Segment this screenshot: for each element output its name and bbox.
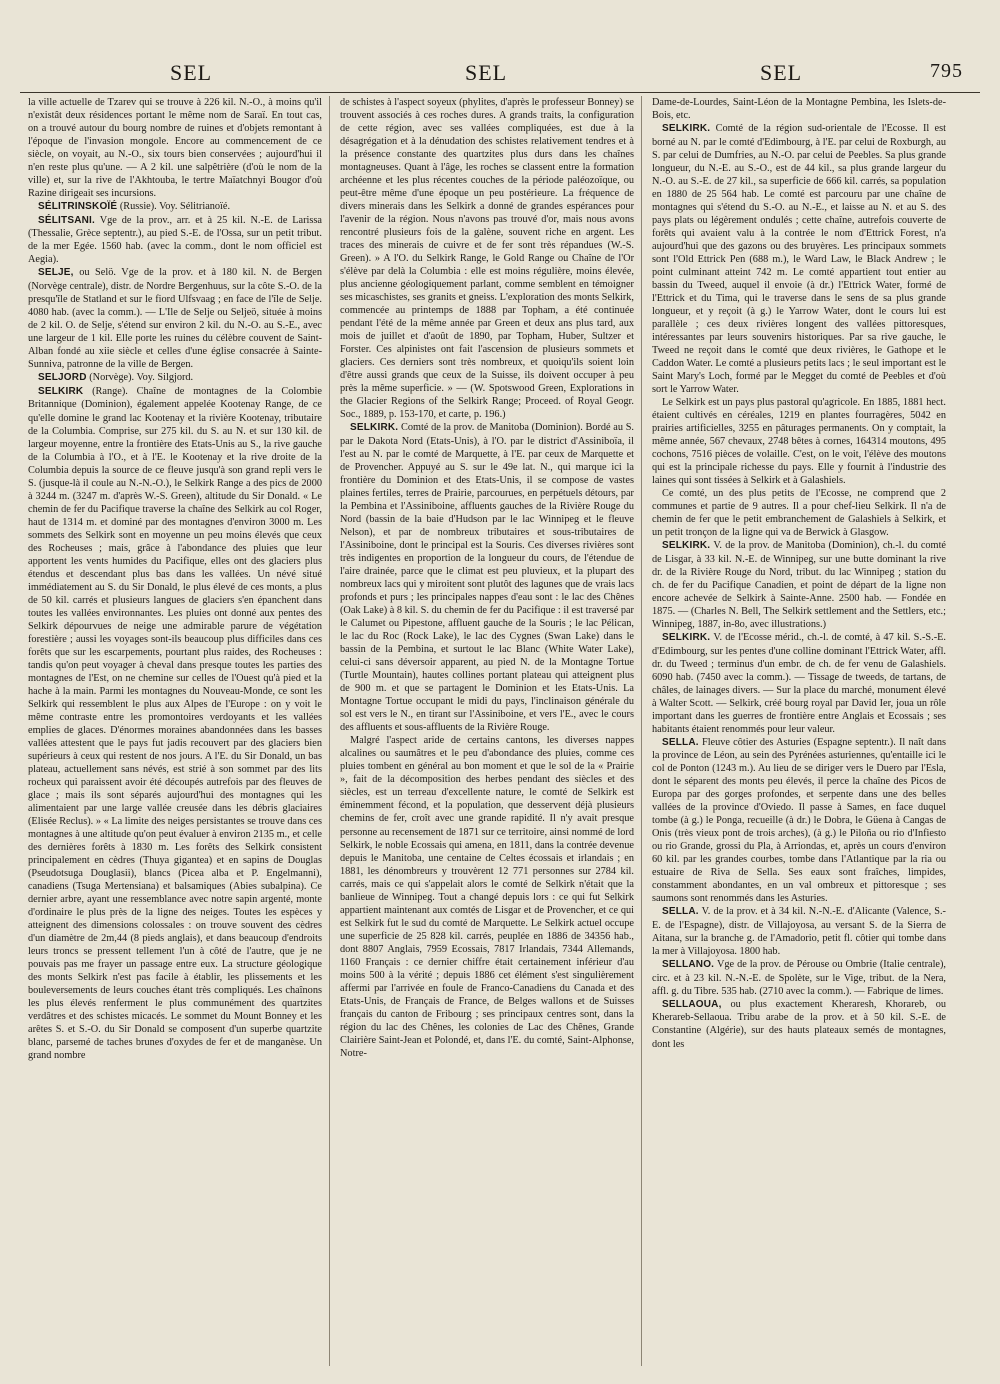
column-divider <box>641 96 642 1366</box>
entry-paragraph <box>28 96 322 200</box>
entry-headword: SÉLITSANI. <box>38 214 96 226</box>
entry-text: (Norvège). Voy. Silgjord. <box>86 372 194 384</box>
entry-text: V. de la prov. de Manitoba (Dominion), ch.-l. du comté de Lisgar, à 33 kil. N.-E. de Winnipeg, sur une butte dominant la rive dr. de la Rivière Rouge du Nord, tribut. du lac Winnipeg ; station du ch. de fer du Pacifique Canadien, et point de départ de la ligne non encore achevée de Selkirk à Sainte-Anne. 2500 hab. — Fondée en 1875. — (Charles N. Bell, The Selkirk settlement and the Settlers, etc.; Winnipeg, 1887, in-8o, avec illustrations.) <box>652 540 946 630</box>
entry-text: Dame-de-Lourdes, Saint-Léon de la Montagne Pembina, les Islets-de-Bois, etc. <box>652 97 946 122</box>
entry-headword: SELLA. <box>662 736 699 748</box>
entry-paragraph <box>340 734 634 1059</box>
entry-text: Comté de la prov. de Manitoba (Dominion). Bordé au S. par le Dakota Nord (Etats-Unis), à l'O. par le district d'Assiniboïa, il l'est au N. par le comté de Marquette, à l'E. par ceux de Marquette et de Provencher. Appuyé au S. sur le 49e lat. N., qui marque ici la frontière du Dominion et des Etats-Unis, il se compose de vastes plaines fertiles, terres de Prairie, parcourues, en perpétuels détours, par la Pembina et l'Assiniboine, affluents gauches de la Rivière Rouge du Nord (bassin de la baie d'Hudson par le lac Winnipeg et le fleuve Nelson), et par de nombreux tributaires et sous-tributaires de l'Assiniboine, dont le principal est la Souris. Ces diverses rivières sont très indigentes en proportion de la longueur du cours, de l'étendue de l'aire drainée, parce que le climat est peu pluvieux, et la plupart des nombreux lacs qui y miroitent sont plutôt des lagunes que de vrais lacs profonds et purs ; les principales nappes d'eau sont : le lac des Chênes (Oak Lake) à 8 kil. S. du chemin de fer du Pacifique : il est traversé par le Calumet ou Pipestone, affluent gauche de la Souris ; le lac Pélican, le lac du Roc (Rock Lake), le lac des Cygnes (Swan Lake) dans le bassin de la Pembina, et surtout le lac Blanc (White Water Lake), celui-ci sans déversoir apparent, au pied N. de la Montagne Tortue (Turtle Mountain), hautes collines portant plateau qui atteignent plus de 900 m. et que se partagent le Dominion et les Etats-Unis. La Montagne Tortue occupant le midi du pays, l'inclinaison générale du sol est vers le N., en tirant sur l'Assiniboine, et vers l'E., avec le cours des affluents et sous-affluents de la Rivière Rouge. <box>340 422 634 734</box>
entry-paragraph <box>340 421 634 734</box>
running-head-left: SEL <box>170 60 213 85</box>
entry-headword: SELJORD <box>38 372 87 384</box>
entry-paragraph <box>652 958 946 998</box>
column-divider <box>329 96 330 1366</box>
entry-paragraph <box>28 214 322 267</box>
entry-paragraph <box>28 385 322 1062</box>
entry-text: (Russie). Voy. Sélitrianoïé. <box>117 201 231 213</box>
text-column-2 <box>340 96 634 1371</box>
entry-headword: SELKIRK. <box>350 422 399 434</box>
entry-text: Le Selkirk est un pays plus pastoral qu'agricole. En 1885, 1881 hect. étaient cultivés en céréales, 1219 en plantes fourragères, 5042 en prairies artificielles, 3255 en pâturages permanents. On y comptait, la même année, 567 chevaux, 2748 bêtes à cornes, 164314 moutons, 495 cochons, 7516 pièces de volaille. C'est, on le voit, l'élève des moutons qui est la principale richesse du pays. Elle y fournit à l'industrie des laines qui sont tissées à Selkirk et à Galashiels. <box>652 396 946 487</box>
entry-paragraph <box>652 539 946 631</box>
entry-headword: SELJE, <box>38 267 74 279</box>
entry-paragraph <box>28 266 322 371</box>
entry-text: V. de la prov. et à 34 kil. N.-N.-E. d'Alicante (Valence, S.-E. de l'Espagne), distr. de Villajoyosa, au versant S. de la Sierra de Aitana, sur la branche g. de l'Amadorio, petit fl. côtier qui tombe dans la mer à Villajoyosa. 1800 hab. <box>652 906 946 958</box>
entry-text: Ce comté, un des plus petits de l'Ecosse, ne comprend que 2 communes et partie de 9 autres. Il a pour chef-lieu Selkirk. Il n'a de chemin de fer que le petit embranchement de Galashiels à Selkirk, et un petit tronçon de la ligne qui va de Berwick à Glasgow. <box>652 488 946 539</box>
text-column-3 <box>652 96 946 1371</box>
entry-headword: SELLA. <box>662 906 699 918</box>
entry-text: Vge de la prov. de Pérouse ou Ombrie (Italie centrale), circ. et à 23 kil. N.-N.-E. de Spolète, sur le Vige, tribut. de la Nera, affl. g. du Tibre. 535 hab. (2710 avec la comm.). — Fabrique de limes. <box>652 959 946 997</box>
entry-text: de schistes à l'aspect soyeux (phylites, d'après le professeur Bonney) se trouvent associés à ces roches dures. A grands traits, la configuration de cette région, avec ses vallées compliquées, est due à la désagrégation et à la dénudation des schistes relativement tendres et à la présence constante des quartzites plus durs dans les chaînes montagneuses. Quant à l'âge, les roches se classent entre la formation archéenne et les plus récentes couches de la période paléozoïque, ou peut-être même d'une époque un peu postérieure. La fréquence de divers minerais dans les Selkirk a donné de grandes espérances pour l'avenir de la région. Nous n'avons pas trouvé d'or, mais nous avons rencontré plusieurs fois de la galène, souvent riche en argent. Les traces des minerais de cuivre et de fer sont très répandues (W.-S. Green). » A l'O. du Selkirk Range, le Gold Range ou Chaîne de l'Or s'élève par delà la Columbia : elle est moins régulière, moins élevée, plus ancienne géologiquement parlant, comme semblent en témoigner ses micaschistes, ses granits et gneiss. L'exploration des monts Selkirk, commencée au printemps de 1888 par Topham, a été continuée pendant l'été de la même année par Green et deux ans plus tard, aux mois de juillet et d'août de 1890, par Topham, Huber, Sultzer et Forster. Ces alpinistes ont fait l'ascension de plusieurs sommets et glaciers. Ces derniers sont très nombreux, et quoiqu'ils soient loin d'être aussi grands que ceux de la Suisse, ils doivent occuper à peu près la même superficie. » — (W. Spotswood Green, Explorations in the Glacier Regions of the Selkirk Range; Proceed. of Royal Geogr. Soc., 1889, p. 153-170, et carte, p. 196.) <box>340 97 634 421</box>
text-column-1 <box>28 96 322 1371</box>
entry-headword: SELLAOUA, <box>662 998 722 1010</box>
entry-headword: SÉLITRINSKOÏÉ <box>38 201 118 213</box>
entry-text: Vge de la prov., arr. et à 25 kil. N.-E. de Larissa (Thessalie, Grèce septentr.), au pied S.-E. de l'Ossa, sur un petit tribut. de la mer Egée. 1560 hab. (avec la comm., dont le nom officiel est Aegia). <box>28 214 322 266</box>
entry-headword: SELKIRK. <box>662 123 711 135</box>
entry-text: V. de l'Ecosse mérid., ch.-l. de comté, à 47 kil. S.-S.-E. d'Edimbourg, sur les pentes d'une colline dominant l'Ettrick Water, affl. dr. du Tweed ; terminus d'un embr. de ch. de fer venu de Galashiels. 6090 hab. (7450 avec la comm.). — Tissage de tweeds, de tartans, de châles, de lainages divers. — Sur la place du marché, monument élevé à Walter Scott. — Selkirk, créé bourg royal par David Ier, joua un rôle important dans les guerres de frontière entre Anglais et Ecossais ; ses habitants étaient renommés pour leur valeur. <box>652 631 946 735</box>
entry-headword: SELLANO. <box>662 959 715 971</box>
entry-headword: SELKIRK <box>38 385 84 397</box>
entry-paragraph <box>652 998 946 1051</box>
entry-headword: SELKIRK. <box>662 540 711 552</box>
entry-headword: SELKIRK. <box>662 631 711 643</box>
running-head-right: SEL <box>760 60 803 85</box>
entry-paragraph <box>340 96 634 421</box>
entry-text: Malgré l'aspect aride de certains cantons, les diverses nappes alcalines ou saumâtres et le peu d'abondance des pluies, comme ces pluies tombent en général au bon moment et que le sol de la « Prairie », fait de la décomposition des herbes pendant des siècles et des siècles, est un terreau d'excellente nature, le comté de Selkirk est éminemment fécond, et la population, que desservent déjà plusieurs chemins de fer, croît avec une grande rapidité. Il n'y avait presque personne au recensement de 1871 sur ce territoire, ainsi nommé de lord Selkirk, le noble Ecossais qui amena, en 1811, dans la contrée devenue depuis le Manitoba, une centaine de Celtes écossais et irlandais ; en 1881, les dénombreurs y trouvèrent 12 771 personnes sur 2784 kil. carrés, mais ce qui s'appelait alors le comté de Selkirk n'était que la banlieue de Winnipeg. Tout a changé depuis lors : ce qui fut Selkirk appartient maintenant aux comtés de Lisgar et de Provencher, et ce qui est Selkirk fut le sud du comté de Marquette. Le Selkirk actuel occupe une superficie de 25 828 kil. carrés, peuplée en 1886 de 34356 hab., dont 8807 Anglais, 7959 Ecossais, 7817 Irlandais, 7344 Allemands, 1160 Français : ce dernier chiffre était certainement inférieur d'au moins 500 à la vérité ; depuis 1886 cet élément s'est singulièrement affermi par l'arrivée en foule de Franco-Canadiens du Canada et des Etats-Unis, de Français de France, de Belges wallons et de Suisses français du canton de Fribourg ; ses principaux centres sont, dans la région du lac des Chênes, les colonies de Lac des Chênes, Grande Clairière Saint-Jean et Polondé, et, dans l'E. du comté, Saint-Alphonse, Notre- <box>340 735 634 1059</box>
entry-paragraph <box>652 736 946 906</box>
entry-text: Comté de la région sud-orientale de l'Ecosse. Il est borné au N. par le comté d'Edimbourg, à l'E. par celui de Roxburgh, au S. par celui de Dumfries, au N.-O. par celui de Peebles. Sa plus grande longueur, du N.-E. au S.-O., est de 44 kil., sa plus grande largeur du N.-O. au S.-E. de 27 kil., sa superficie de 666 kil. carrés, sa population en 1880 de 25 564 hab. Le comté est parcouru par une chaîne de montagnes qui s'étend du S.-O. au N.-E., et laisse au N. et au S. des pays plats ou légèrement ondulés ; cette chaîne, autrefois couverte de forêts qui avaient valu à la contrée le nom d'Ettrick Forest, n'a aujourd'hui que des gazons ou des bruyères. Les principaux sommets sont l'Old Ettrick Pen (688 m.), le Ward Law, le Black Andrew ; le point culminant atteint 742 m. Le comté appartient tout entier au bassin du Tweed, auquel il envoie (à dr.) l'Ettrick Water, formé de l'Ettrick et du Tima, qui le traverse dans le sens de sa plus grande longueur, et y reçoit (à g.) le Yarrow Water, dont le cours lui est parallèle ; ces deux rivières longent des vallées pittoresques, intéressantes par leurs souvenirs historiques. Par sa rive gauche, le Tweed ne reçoit dans le comté que deux rivières, le Gathope et le Caddon Water. Le comté a plusieurs petits lacs ; le seul important est le Saint Mary's Loch, formé par le Megget du comté de Peebles et d'où sort le Yarrow Water. <box>652 123 946 395</box>
entry-paragraph <box>652 122 946 396</box>
entry-paragraph <box>652 905 946 958</box>
entry-text: (Range). Chaîne de montagnes de la Colombie Britannique (Dominion), également appelée Kootenay Range, de ce qu'elle domine le grand lac Kootenay et la rivière Kootenay, tributaire de la Columbia. Comprise, sur 275 kil. du S. au N. et sur 130 kil. de largeur moyenne, entre la frontière des Etats-Unis au S., la rive gauche de la Columbia à l'O., et à l'E. le Kootenay et la rive droite de la Columbia depuis la source de ce fleuve jusqu'à son grand repli vers le S. (jusque-là il coule au N.-N.-O.), le Selkirk Range a des pics de 2000 à 3244 m. (3247 m. d'après W.-S. Green), altitude du Sir Donald. « Le chemin de fer du Pacifique traverse la chaîne des Selkirk au col Roger, haut de 1314 m. et dominé par des montagnes d'environ 3000 m. Les sommets des Selkirk sont en moyenne un peu moins élevés que ceux des Rocheuses ; mais, grâce à l'abondance des pluies que leur apportent les vents humides du Pacifique, elles ont des glaciers plus étendus et descendant plus bas dans les vallées. Un névé situé immédiatement au S. du Sir Donald, le plus élevé de ces monts, a plus de 50 kil. carrés et plusieurs langues de glaciers s'en épanchent dans toutes les vallées environnantes. Les pluies ont donné aux pentes des Selkirk dépourvues de neige une admirable parure de végétation forestière ; aussi les voyages sont-ils beaucoup plus difficiles dans ces forêts que sur les escarpements, pourtant plus raides, des Rocheuses : tandis qu'on peut voyager à cheval dans presque toutes les parties des montagnes de l'Est, on ne chemine sur celles de l'Ouest qu'à pied et la hache à la main. Parmi les montagnes du Nouveau-Monde, ce sont les Selkirk qui ressemblent le plus aux Alpes de l'Europe : on y voit le même contraste entre les promontoires verdoyants et les vallées emplies de glaces. D'énormes moraines abandonnées dans les basses vallées attestent que le pays fut jadis recouvert par des glaciers bien supérieurs à ceux qui restent de nos jours. A l'E. du Sir Donald, un bas plateau, actuellement sans névés, est strié à son sommet par des lits rocheux qui paraissent avoir été découpés autrefois par des fleuves de glace ; mais ils sont séparés aujourd'hui des montagnes qui les alimentaient par une large vallée creusée dans les débris glaciaires (Elisée Reclus). » « La limite des neiges persistantes se trouve dans ces montagnes à une altitude qu'on peut évaluer à environ 2135 m., et celle des dernières forêts à 1830 m. Les forêts des Selkirk consistent principalement en cèdres (Thuya gigantea) et en sapins de Douglas (Pseudotsuga Douglasii), blancs (Picea alba et P. Engelmanni), canadiens (Tsuga Mertensiana) et balsamiques (Abies subalpina). Ce dernier arbre, ayant une ressemblance avec notre sapin argenté, monte d'ordinaire le plus près de la ligne des neiges. Toutes les espèces y atteignent des dimensions colossales : on trouve souvent des cèdres d'un diamètre de 2m,44 (8 pieds anglais), et dans beaucoup d'endroits leurs troncs se pressent tellement l'un à côté de l'autre, que je ne pouvais pas me frayer un passage entre eux. La structure géologique des monts Selkirk n'est pas facile à établir, les plissements et les bouleversements de leurs couches étant très compliqués. Les chaînons les plus élevés renferment le plus communément des quartzites verdâtres et des schistes micacés. Le sommet du Mount Bonney et les arêtes S. et S.-O. du Sir Donald se composent d'un superbe quartzite blanc, parsemé de taches brunes d'oxydes de fer et de manganèse. Un grand nombre <box>28 385 322 1062</box>
entry-paragraph <box>652 396 946 487</box>
entry-paragraph <box>652 487 946 539</box>
running-head-center: SEL <box>465 60 508 85</box>
entry-paragraph <box>652 96 946 122</box>
entry-paragraph <box>652 631 946 736</box>
entry-text: ou plus exactement Kheraresh, Khorareb, ou Kherareb-Sellaoua. Tribu arabe de la prov. et à 50 kil. S.-E. de Constantine (Algérie), sur des hauts plateaux semés de montagnes, dont les <box>652 998 946 1050</box>
page-number: 795 <box>930 60 963 82</box>
header-rule <box>20 92 980 93</box>
entry-text: Fleuve côtier des Asturies (Espagne septentr.). Il naît dans la province de Léon, au sein des Pyrénées asturiennes, qu'entaille ici le col de Ponton (1243 m.). Au lieu de se diriger vers le Duero par l'Esla, dont le séparent des monts peu élevés, il perce la chaîne des Picos de Europa par des gorges profondes, et serpente dans une des belles vallées de la province d'Oviedo. Il passe à Sames, en face duquel tombe (à g.) le Ponga, recueille (à dr.) le Dobra, le Güena à Cangas de Onis (très vieux pont de trois arches), (à g.) le Piloña ou rio d'Infiesto ou rio Grande, grossi du Pla, à Arriondas, et, après un cours d'environ 60 kil. par les grandes courbes, tombe dans l'Atlantique par la ria ou estuaire de Riva de Sella. Ses eaux sont fraîches, limpides, constamment abondantes, en un val ombreux et pittoresque ; ses saumons sont renommés dans les Asturies. <box>652 736 946 905</box>
entry-paragraph <box>28 371 322 385</box>
entry-text: la ville actuelle de Tzarev qui se trouve à 226 kil. N.-O., à moins qu'il n'existât deux résidences portant le même nom de Saraï. En tout cas, on a trouvé autour du bourg nombre de ruines et d'objets remontant à l'époque de l'invasion mongole. Encore au commencement de ce siècle, on voyait, au N.-O., six tours bien conservées ; aujourd'hui il n'en reste plus qu'une. — A 2 kil. une salpêtrière (d'où le nom de la ville) et, sur la rive de l'Akhtouba, le tertre Maïatchnyi Bougor d'où Razine dirigeait ses incursions. <box>28 97 322 200</box>
entry-paragraph <box>28 200 322 214</box>
entry-text: ou Selö. Vge de la prov. et à 180 kil. N. de Bergen (Norvège centrale), distr. de Nordre Bergenhuus, sur la côte S.-O. de la presqu'île de Statland et sur le fiord Ulfsvaag ; en face de l'île de Selje. 4080 hab. (avec la comm.). — L'Ile de Selje ou Seljeö, située à moins de 2 kil. O. de Selje, s'étend sur environ 2 kil. du N.-O. au S.-E., avec une largeur de 1 kil. Elle porte les ruines du célèbre couvent de Saint-Alban fondé au xiie siècle et celles d'une église consacrée à Sainte-Sunniva, patronne de la ville de Bergen. <box>28 267 322 371</box>
